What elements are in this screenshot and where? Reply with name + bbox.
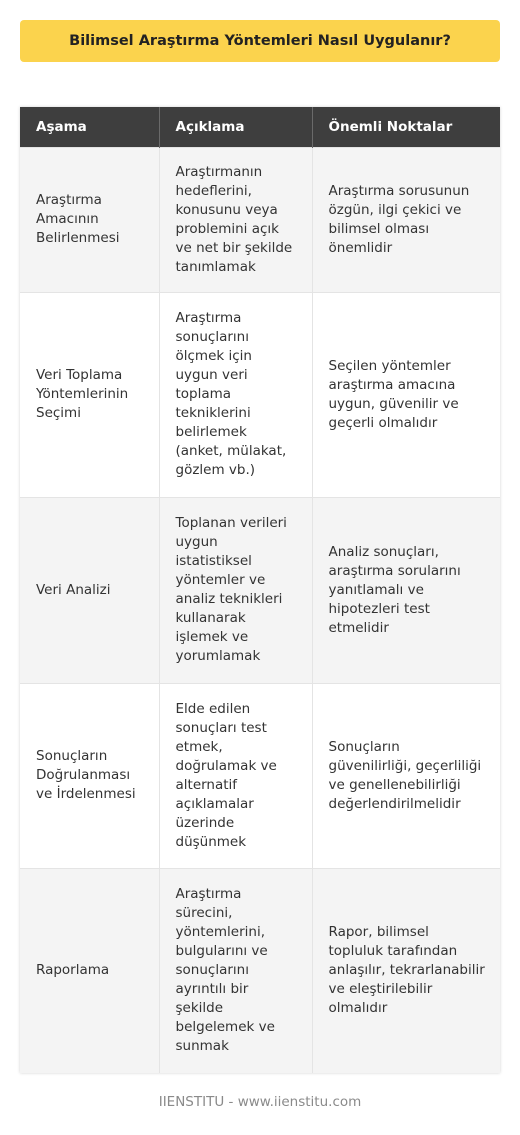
column-header-notes: Önemli Noktalar (312, 107, 500, 147)
column-header-stage: Aşama (20, 107, 159, 147)
column-header-description: Açıklama (159, 107, 312, 147)
cell-notes: Sonuçların güvenilirliği, geçerliliği ve genellenebilirliği değerlendirilmelidir (312, 683, 500, 868)
table-row (20, 497, 500, 683)
cell-notes: Seçilen yöntemler araştırma amacına uygun, güvenilir ve geçerli olmalıdır (312, 292, 500, 497)
footer-credit: IIENSTITU - www.iienstitu.com (158, 1094, 362, 1110)
page-title: Bilimsel Araştırma Yöntemleri Nasıl Uygulanır? (20, 20, 500, 62)
table-header-row (20, 107, 500, 147)
cell-stage: Araştırma Amacının Belirlenmesi (20, 147, 159, 292)
cell-description: Elde edilen sonuçları test etmek, doğrulamak ve alternatif açıklamalar üzerinde düşünmek (159, 683, 312, 868)
cell-stage: Veri Analizi (20, 497, 159, 683)
table-row (20, 147, 500, 292)
cell-stage: Raporlama (20, 868, 159, 1073)
table-row (20, 292, 500, 497)
cell-stage: Sonuçların Doğrulanması ve İrdelenmesi (20, 683, 159, 868)
cell-description: Araştırma sürecini, yöntemlerini, bulgularını ve sonuçlarını ayrıntılı bir şekilde belgelemek ve sunmak (159, 868, 312, 1073)
cell-notes: Rapor, bilimsel topluluk tarafından anlaşılır, tekrarlanabilir ve eleştirilebilir olmalıdır (312, 868, 500, 1073)
cell-notes: Analiz sonuçları, araştırma sorularını yanıtlamalı ve hipotezleri test etmelidir (312, 497, 500, 683)
cell-notes: Araştırma sorusunun özgün, ilgi çekici ve bilimsel olması önemlidir (312, 147, 500, 292)
cell-stage: Veri Toplama Yöntemlerinin Seçimi (20, 292, 159, 497)
cell-description: Toplanan verileri uygun istatistiksel yöntemler ve analiz teknikleri kullanarak işlemek ve yorumlamak (159, 497, 312, 683)
cell-description: Araştırmanın hedeflerini, konusunu veya problemini açık ve net bir şekilde tanımlamak (159, 147, 312, 292)
cell-description: Araştırma sonuçlarını ölçmek için uygun veri toplama tekniklerini belirlemek (anket, mülakat, gözlem vb.) (159, 292, 312, 497)
methods-table (20, 107, 500, 1073)
table-row (20, 868, 500, 1073)
table-row (20, 683, 500, 868)
